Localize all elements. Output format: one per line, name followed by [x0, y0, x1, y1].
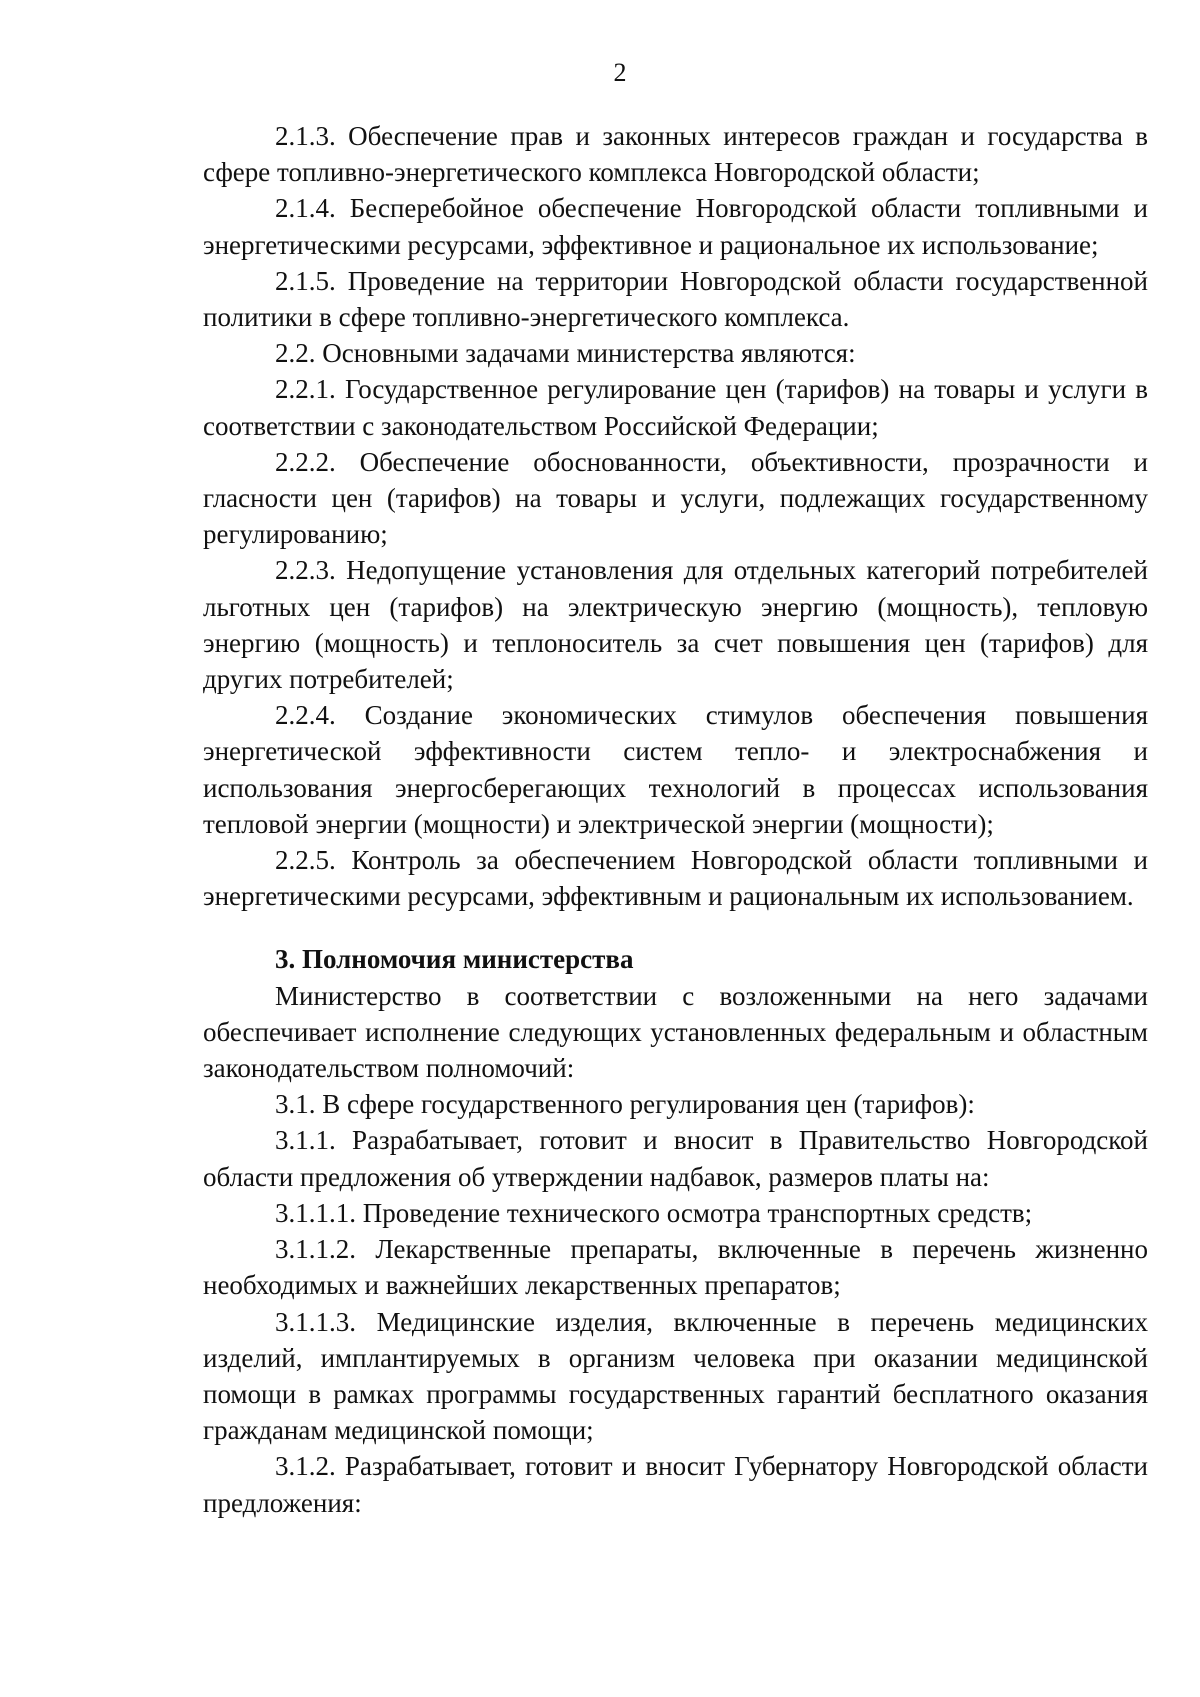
paragraph-section-3-intro: Министерство в соответствии с возложенными на него задачами обеспечивает исполнение следующих установленных федеральным и областным законодательством полномочий:: [203, 980, 1148, 1084]
paragraph-2-2-3: 2.2.3. Недопущение установления для отдельных категорий потребителей льготных цен (тарифов) на электрическую энергию (мощность), тепловую энергию (мощность) и теплоноситель за счет повышения цен (тарифов) для других потребителей;: [203, 555, 1148, 695]
document-body: [203, 118, 1148, 1521]
paragraph-3-1-1-1: 3.1.1.1. Проведение технического осмотра транспортных средств;: [275, 1197, 1033, 1228]
paragraph-2-2-1: 2.2.1. Государственное регулирование цен (тарифов) на товары и услуги в соответствии с законодательством Российской Федерации;: [203, 374, 1148, 441]
page-number: 2: [613, 58, 627, 87]
paragraph-2-1-4: 2.1.4. Бесперебойное обеспечение Новгородской области топливными и энергетическими ресурсами, эффективное и рациональное их использование;: [203, 193, 1148, 260]
paragraph-2-2-4: 2.2.4. Создание экономических стимулов обеспечения повышения энергетической эффективности систем тепло- и электроснабжения и использования энергосберегающих технологий в процессах использования тепловой энергии (мощности) и электрической энергии (мощности);: [203, 700, 1148, 839]
paragraph-2-2: 2.2. Основными задачами министерства являются:: [275, 338, 856, 369]
paragraph-2-1-5: 2.1.5. Проведение на территории Новгородской области государственной политики в сфере топливно-энергетического комплекса.: [203, 265, 1148, 333]
paragraph-2-1-3: 2.1.3. Обеспечение прав и законных интересов граждан и государства в сфере топливно-энергетического комплекса Новгородской области;: [203, 121, 1148, 188]
paragraph-3-1-1-3: 3.1.1.3. Медицинские изделия, включенные в перечень медицинских изделий, имплантируемых в организм человека при оказании медицинской помощи в рамках программы государственных гарантий бесплатного оказания гражданам медицинской помощи;: [203, 1306, 1148, 1446]
paragraph-2-2-2: 2.2.2. Обеспечение обоснованности, объективности, прозрачности и гласности цен (тарифов) на товары и услуги, подлежащих государственному регулированию;: [203, 446, 1148, 550]
paragraph-2-2-5: 2.2.5. Контроль за обеспечением Новгородской области топливными и энергетическими ресурсами, эффективным и рациональным их использованием.: [203, 845, 1148, 912]
paragraph-3-1: 3.1. В сфере государственного регулирования цен (тарифов):: [275, 1089, 975, 1120]
paragraph-3-1-1: 3.1.1. Разрабатывает, готовит и вносит в Правительство Новгородской области предложения об утверждении надбавок, размеров платы на:: [203, 1125, 1148, 1192]
paragraph-3-1-2: 3.1.2. Разрабатывает, готовит и вносит Губернатору Новгородской области предложения:: [203, 1451, 1148, 1518]
paragraph-3-1-1-2: 3.1.1.2. Лекарственные препараты, включенные в перечень жизненно необходимых и важнейших лекарственных препаратов;: [203, 1234, 1148, 1301]
section-heading: 3. Полномочия министерства: [275, 944, 634, 975]
